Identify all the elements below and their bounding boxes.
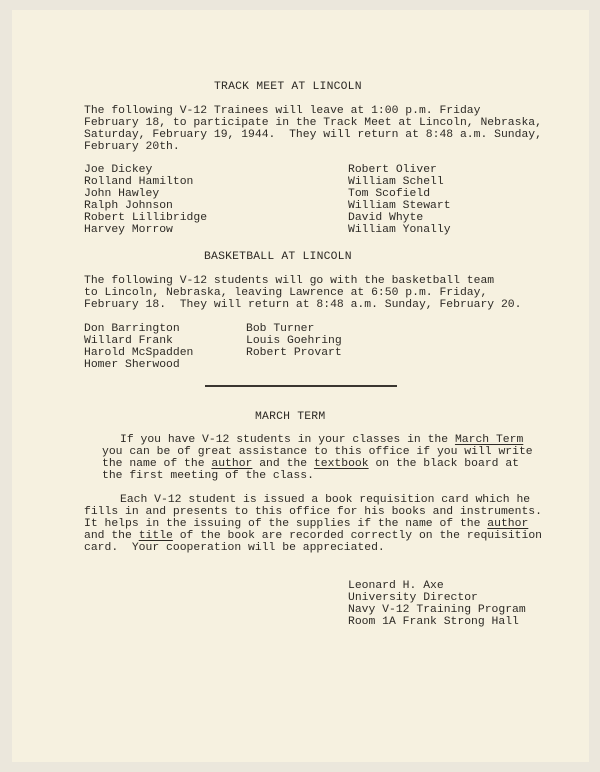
signature-name: Leonard H. Axe [348, 580, 444, 592]
track-name-left: Rolland Hamilton [84, 176, 194, 188]
basketball-line-3: February 18. They will return at 8:48 a.m. Sunday, February 20. [84, 299, 522, 311]
track-name-left: Harvey Morrow [84, 224, 173, 236]
basketball-name-right: Bob Turner [246, 323, 315, 335]
track-line-4: February 20th. [84, 141, 180, 153]
basketball-name-left: Homer Sherwood [84, 359, 180, 371]
march-heading: MARCH TERM [255, 411, 326, 423]
track-line-2: February 18, to participate in the Track Meet at Lincoln, Nebraska, [84, 117, 542, 129]
track-name-right: William Schell [348, 176, 444, 188]
signature-title: University Director [348, 592, 478, 604]
march-p1-line-4: the first meeting of the class. [102, 470, 314, 482]
march-p2-line-2: fills in and presents to this office for his books and instruments. [84, 506, 542, 518]
basketball-name-left: Willard Frank [84, 335, 173, 347]
basketball-name-left: Don Barrington [84, 323, 180, 335]
track-name-left: Robert Lillibridge [84, 212, 208, 224]
track-name-right: Robert Oliver [348, 164, 437, 176]
march-p2-line-3: It helps in the issuing of the supplies if the name of the author [84, 518, 529, 530]
track-name-right: William Yonally [348, 224, 451, 236]
signature-program: Navy V-12 Training Program [348, 604, 526, 616]
document-page [12, 10, 589, 762]
track-heading: TRACK MEET AT LINCOLN [214, 81, 362, 93]
track-name-left: John Hawley [84, 188, 160, 200]
march-p2-line-4: and the title of the book are recorded correctly on the requisition [84, 530, 542, 542]
track-name-right: William Stewart [348, 200, 451, 212]
track-name-left: Joe Dickey [84, 164, 153, 176]
basketball-name-right: Louis Goehring [246, 335, 342, 347]
basketball-line-2: to Lincoln, Nebraska, leaving Lawrence at 6:50 p.m. Friday, [84, 287, 488, 299]
march-p1-line-3: the name of the author and the textbook on the black board at [102, 458, 519, 470]
signature-address: Room 1A Frank Strong Hall [348, 616, 519, 628]
track-line-1: The following V-12 Trainees will leave at 1:00 p.m. Friday [84, 105, 481, 117]
march-p1-line-2: you can be of great assistance to this office if you will write [102, 446, 533, 458]
march-p2-line-5: card. Your cooperation will be appreciated. [84, 542, 385, 554]
track-line-3: Saturday, February 19, 1944. They will return at 8:48 a.m. Sunday, [84, 129, 542, 141]
track-name-right: Tom Scofield [348, 188, 431, 200]
basketball-name-right: Robert Provart [246, 347, 342, 359]
section-divider [205, 385, 397, 387]
march-p1-line-1: If you have V-12 students in your classes in the March Term [120, 434, 524, 446]
basketball-heading: BASKETBALL AT LINCOLN [204, 251, 352, 263]
track-name-right: David Whyte [348, 212, 424, 224]
basketball-name-left: Harold McSpadden [84, 347, 194, 359]
march-p2-line-1: Each V-12 student is issued a book requisition card which he [120, 494, 531, 506]
basketball-line-1: The following V-12 students will go with the basketball team [84, 275, 495, 287]
track-name-left: Ralph Johnson [84, 200, 173, 212]
